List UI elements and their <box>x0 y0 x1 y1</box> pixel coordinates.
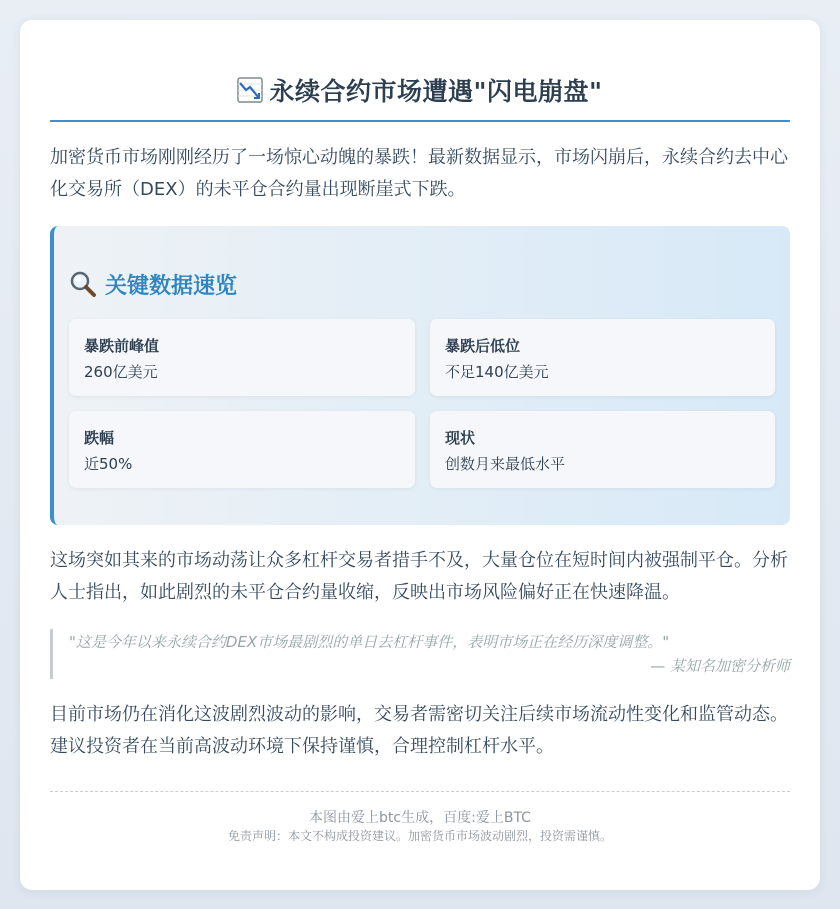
magnifying-glass-icon <box>69 270 97 298</box>
stat-card <box>430 411 775 488</box>
key-data-panel <box>50 226 790 525</box>
chart-decreasing-icon <box>237 77 263 103</box>
stat-value: 不足140亿美元 <box>445 363 549 381</box>
footer <box>50 791 790 844</box>
stat-card <box>69 411 415 488</box>
intro-paragraph: 加密货币市场刚刚经历了一场惊心动魄的暴跌！最新数据显示，市场闪崩后，永续合约去中心化交易所（DEX）的未平仓合约量出现断崖式下跌。 <box>50 147 788 200</box>
stat-label: 暴跌前峰值 <box>84 337 160 355</box>
outlook-paragraph: 目前市场仍在消化这波剧烈波动的影响，交易者需密切关注后续市场流动性变化和监管动态。建议投资者在当前高波动环境下保持谨慎，合理控制杠杆水平。 <box>50 704 788 757</box>
quote-author: — 某知名加密分析师 <box>650 657 790 675</box>
stats-grid <box>69 319 776 488</box>
stat-value: 创数月来最低水平 <box>445 455 566 473</box>
analysis-paragraph: 这场突如其来的市场动荡让众多杠杆交易者措手不及，大量仓位在短时间内被强制平仓。分析人士指出，如此剧烈的未平仓合约量收缩，反映出市场风险偏好正在快速降温。 <box>50 550 788 603</box>
article-card <box>20 20 820 890</box>
page-title-row <box>237 72 602 108</box>
key-data-heading-text: 关键数据速览 <box>105 273 238 299</box>
stat-label: 跌幅 <box>84 429 115 447</box>
footer-credit: 本图由爱上btc生成，百度:爱上BTC <box>309 810 531 826</box>
stat-label: 现状 <box>445 429 476 447</box>
analyst-quote <box>50 629 790 679</box>
footer-disclaimer: 免责声明：本文不构成投资建议。加密货币市场波动剧烈，投资需谨慎。 <box>227 829 612 843</box>
page-title: 永续合约市场遭遇"闪电崩盘" <box>269 77 603 106</box>
stat-card <box>69 319 415 396</box>
stat-card <box>430 319 775 396</box>
stat-value: 近50% <box>84 455 133 473</box>
stat-label: 暴跌后低位 <box>445 337 521 355</box>
key-data-heading <box>69 266 776 302</box>
title-header <box>50 72 790 122</box>
quote-text: "这是今年以来永续合约DEX市场最剧烈的单日去杠杆事件，表明市场正在经历深度调整。" <box>69 633 670 651</box>
stat-value: 260亿美元 <box>84 363 158 381</box>
